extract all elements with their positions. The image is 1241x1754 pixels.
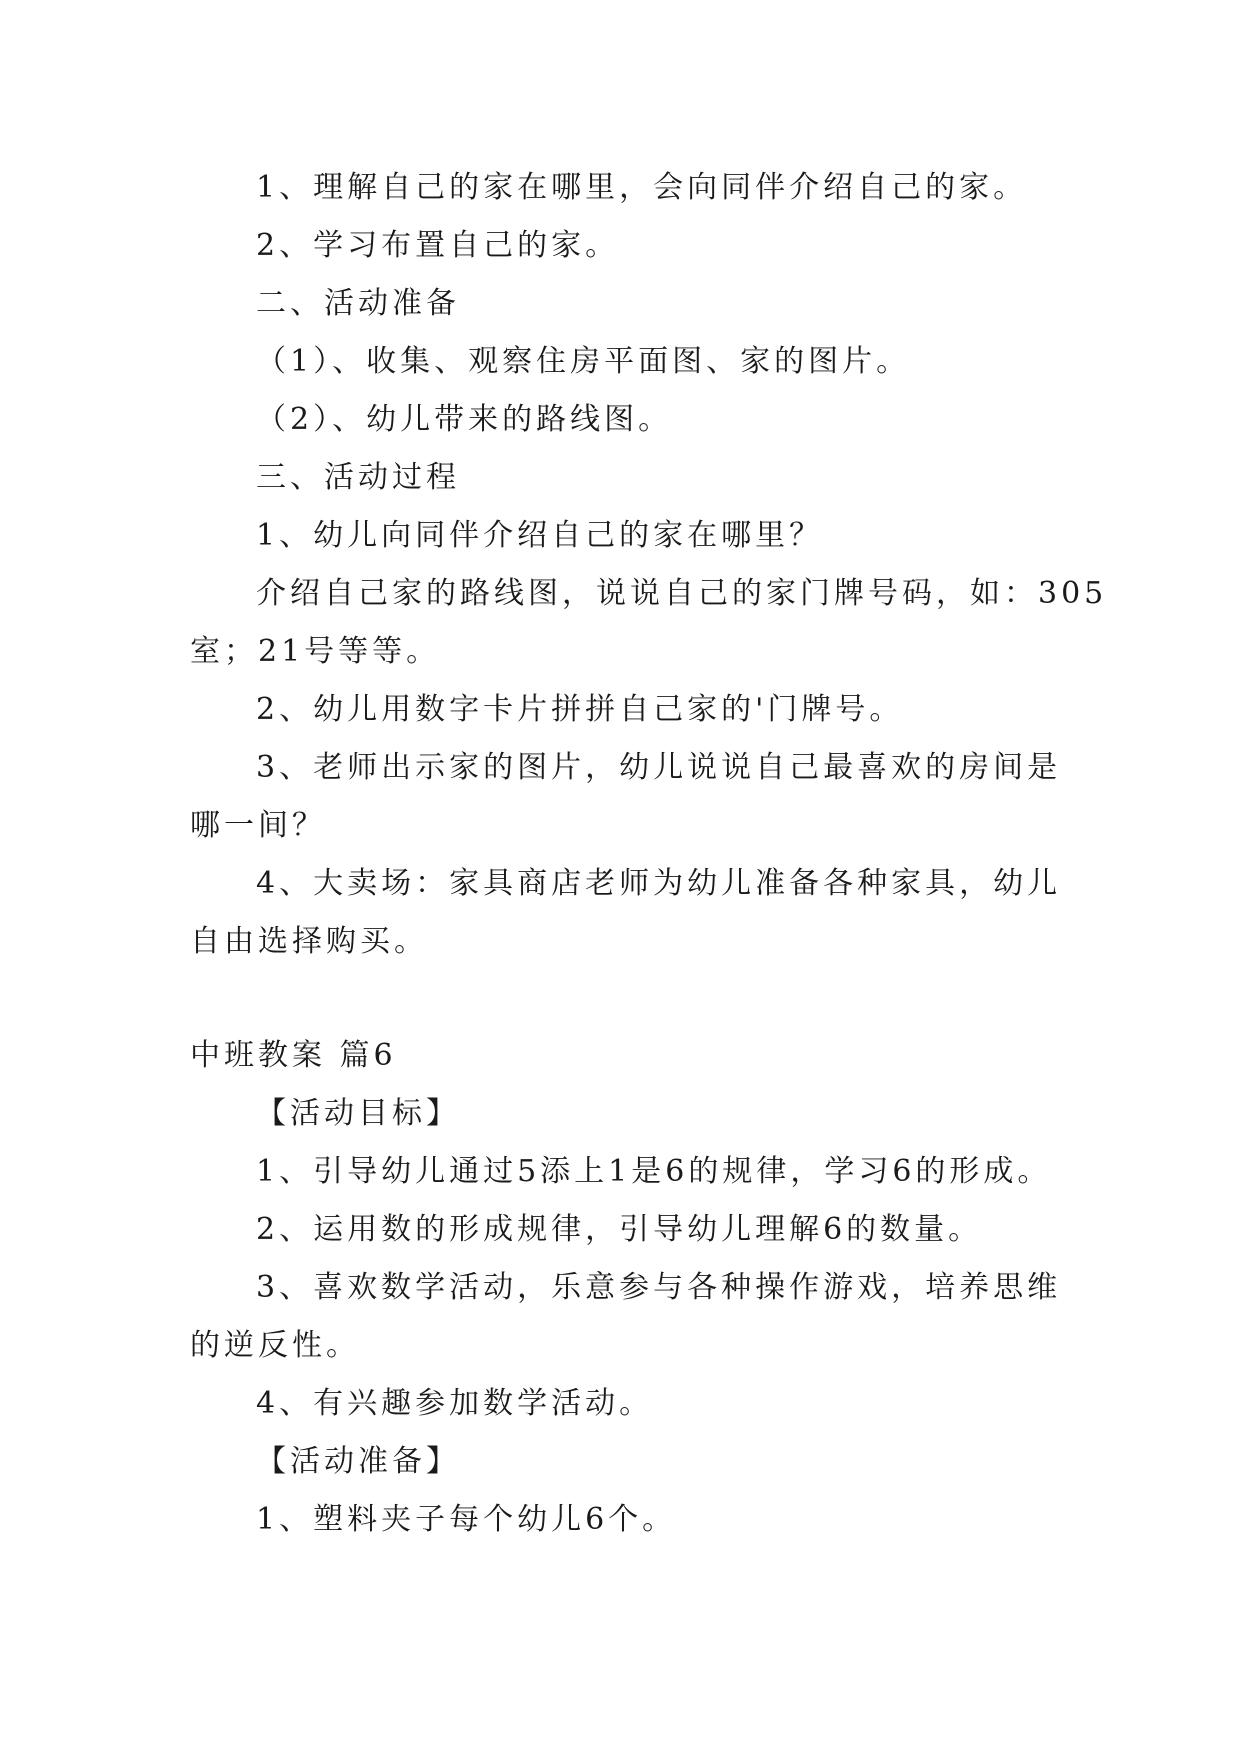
text-line: 介绍自己家的路线图，说说自己的家门牌号码，如：305: [256, 576, 1108, 611]
text-line: （2）、幼儿带来的路线图。: [256, 402, 673, 437]
section-heading: 【活动准备】: [256, 1444, 460, 1479]
section-heading: 【活动目标】: [256, 1096, 460, 1131]
text-line: 1、理解自己的家在哪里，会向同伴介绍自己的家。: [256, 170, 1028, 205]
text-line: 1、塑料夹子每个幼儿6个。: [256, 1502, 677, 1537]
section-heading: 三、活动过程: [256, 460, 460, 495]
text-line: 1、幼儿向同伴介绍自己的家在哪里？: [256, 518, 824, 553]
section-heading: 二、活动准备: [256, 286, 460, 321]
text-line: 2、幼儿用数字卡片拼拼自己家的'门牌号。: [256, 692, 904, 727]
text-line: 2、运用数的形成规律，引导幼儿理解6的数量。: [256, 1212, 983, 1247]
text-line: 1、引导幼儿通过5添上1是6的规律，学习6的形成。: [256, 1154, 1052, 1189]
text-line: 自由选择购买。: [190, 924, 428, 959]
section-title: 中班教案 篇6: [190, 1038, 397, 1073]
text-line: 3、老师出示家的图片，幼儿说说自己最喜欢的房间是: [256, 750, 1062, 785]
text-line: 室；21号等等。: [190, 634, 441, 669]
text-line: 4、大卖场：家具商店老师为幼儿准备各种家具，幼儿: [256, 866, 1062, 901]
text-line: 2、学习布置自己的家。: [256, 228, 620, 263]
text-line: （1）、收集、观察住房平面图、家的图片。: [256, 344, 911, 379]
text-line: 3、喜欢数学活动，乐意参与各种操作游戏，培养思维: [256, 1270, 1062, 1305]
text-line: 哪一间？: [190, 808, 326, 843]
text-line: 的逆反性。: [190, 1328, 360, 1363]
text-line: 4、有兴趣参加数学活动。: [256, 1386, 654, 1421]
